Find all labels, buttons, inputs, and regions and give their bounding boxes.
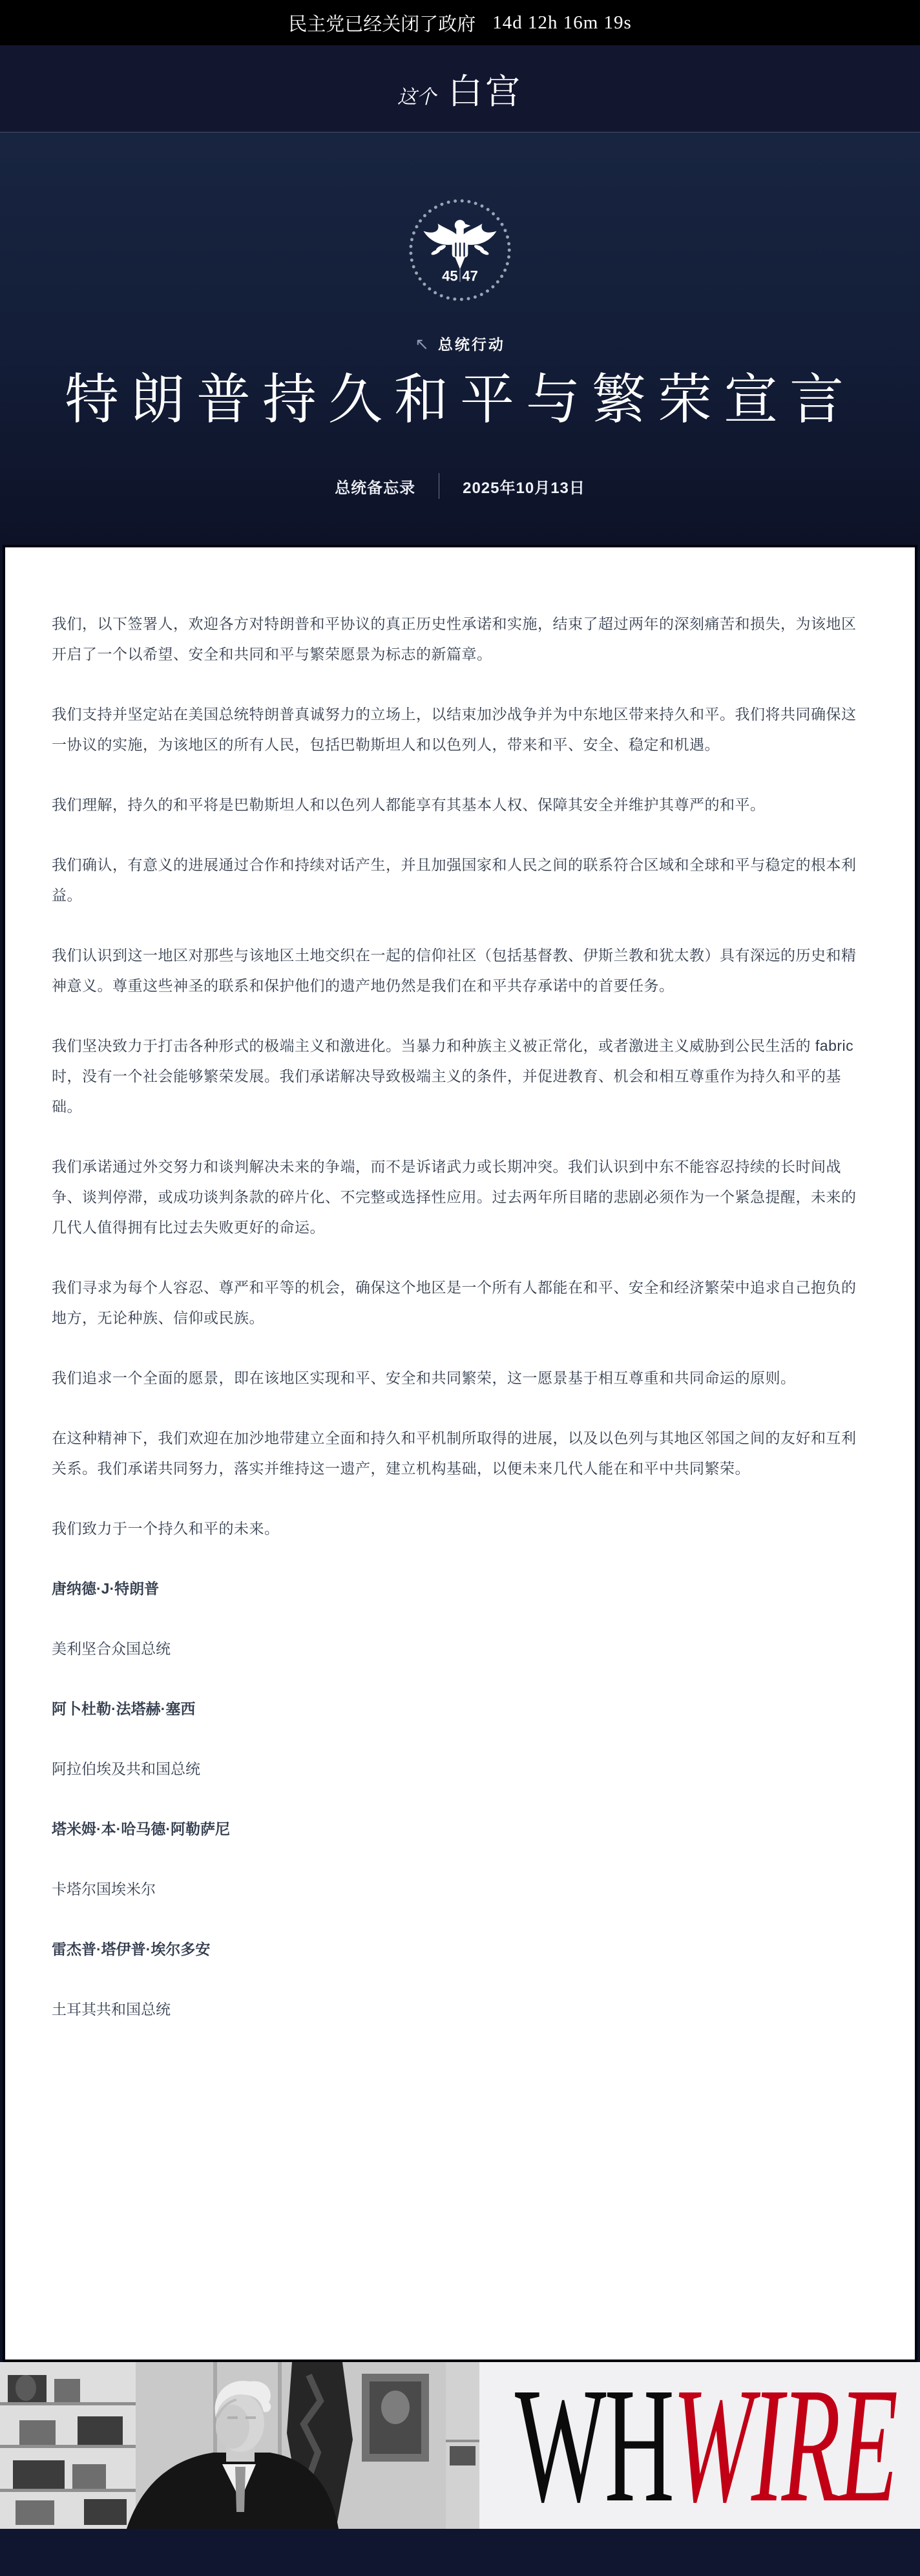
article-paragraph: 我们认识到这一地区对那些与该地区土地交织在一起的信仰社区（包括基督教、伊斯兰教和犹太教）具有深远的历史和精神意义。尊重这些神圣的联系和保护他们的遗产地仍然是我们在和平共存承诺中的首要任务。: [52, 947, 857, 994]
trump-photo-illustration: [0, 2362, 479, 2529]
signature-title: 土耳其共和国总统: [52, 2001, 171, 2018]
wire-logo-wire: WIRE: [672, 2362, 897, 2529]
signature-name: 塔米姆·本·哈马德·阿勒萨尼: [52, 1821, 230, 1837]
presidential-seal-icon: [407, 197, 513, 303]
breadcrumb-label: 总统行动: [437, 336, 505, 353]
article-card: [3, 545, 917, 2362]
meta-category: 总统备忘录: [335, 479, 416, 497]
signature-title: 美利坚合众国总统: [52, 1640, 171, 1657]
meta-date: 2025年10月13日: [463, 479, 585, 497]
article-paragraph: 我们支持并坚定站在美国总统特朗普真诚努力的立场上，以结束加沙战争并为中东地区带来持久和平。我们将共同确保这一协议的实施，为该地区的所有人民，包括巴勒斯坦人和以色列人，带来和平、安全、稳定和机遇。: [52, 706, 857, 753]
article-body: [52, 609, 868, 1544]
signature-name: 阿卜杜勒·法塔赫·塞西: [52, 1700, 196, 1717]
breadcrumb-presidential-actions[interactable]: [415, 333, 505, 354]
signature-name: 雷杰普·塔伊普·埃尔多安: [52, 1941, 211, 1958]
article-paragraph: 我们坚决致力于打击各种形式的极端主义和激进化。当暴力和种族主义被正常化，或者激进主义威胁到公民生活的 fabric 时，没有一个社会能够繁荣发展。我们承诺解决导致极端主义的条件，并促进教育、机会和相互尊重作为持久和平的基础。: [52, 1037, 854, 1115]
article-paragraph: 我们寻求为每个人容忍、尊严和平等的机会，确保这个地区是一个所有人都能在和平、安全和经济繁荣中追求自己抱负的地方，无论种族、信仰或民族。: [52, 1279, 857, 1326]
article-meta: [335, 473, 585, 499]
shutdown-countdown-timer: 14d 12h 16m 19s: [492, 12, 632, 33]
site-header: [0, 45, 920, 132]
page-title: 特朗普持久和平与繁荣宣言: [64, 370, 855, 430]
logo-prefix: 这个: [397, 86, 436, 108]
shutdown-countdown-banner[interactable]: [0, 0, 920, 45]
article-paragraph: 我们理解，持久的和平将是巴勒斯坦人和以色列人都能享有其基本人权、保障其安全并维护其尊严的和平。: [52, 796, 766, 813]
trump-oval-office-photo[interactable]: [0, 2362, 479, 2529]
article-paragraph: 在这种精神下，我们欢迎在加沙地带建立全面和持久和平机制所取得的进展，以及以色列与其地区邻国之间的友好和互利关系。我们承诺共同努力，落实并维持这一遗产，建立机构基础，以便未来几代人能在和平中共同繁荣。: [52, 1430, 857, 1477]
nw-arrow-icon: ↖: [415, 333, 429, 354]
signature-name: 唐纳德·J·特朗普: [52, 1580, 160, 1597]
wh-wire-promo-link[interactable]: [0, 2362, 920, 2529]
signature-list: [52, 1574, 868, 2025]
seal-number-47: 47: [462, 268, 478, 284]
wh-wire-panel[interactable]: [479, 2362, 920, 2529]
wh-wire-logo: [515, 2363, 896, 2528]
wire-logo-wh: WH: [515, 2362, 673, 2529]
logo-name: 白宫: [448, 72, 523, 111]
footer-bottom-bar: [0, 2529, 920, 2576]
article-paragraph: 我们追求一个全面的愿景，即在该地区实现和平、安全和共同繁荣，这一愿景基于相互尊重和共同命运的原则。: [52, 1369, 796, 1386]
signature-title: 卡塔尔国埃米尔: [52, 1881, 156, 1897]
seal-number-45: 45: [442, 268, 458, 284]
hero-section: [0, 132, 920, 545]
article-paragraph: 我们，以下签署人，欢迎各方对特朗普和平协议的真正历史性承诺和实施，结束了超过两年的深刻痛苦和损失，为该地区开启了一个以希望、安全和共同和平与繁荣愿景为标志的新篇章。: [52, 615, 857, 662]
shutdown-banner-text: 民主党已经关闭了政府: [288, 14, 476, 35]
article-paragraph: 我们承诺通过外交努力和谈判解决未来的争端，而不是诉诸武力或长期冲突。我们认识到中东不能容忍持续的长时间战争、谈判停滞，或成功谈判条款的碎片化、不完整或选择性应用。过去两年所目睹的悲剧必须作为一个紧急提醒，未来的几代人值得拥有比过去失败更好的命运。: [52, 1158, 857, 1236]
article-paragraph: 我们确认，有意义的进展通过合作和持续对话产生，并且加强国家和人民之间的联系符合区域和全球和平与稳定的根本利益。: [52, 856, 857, 903]
whitehouse-logo-link[interactable]: [397, 64, 523, 114]
signature-title: 阿拉伯埃及共和国总统: [52, 1760, 200, 1777]
article-paragraph: 我们致力于一个持久和平的未来。: [52, 1520, 280, 1537]
